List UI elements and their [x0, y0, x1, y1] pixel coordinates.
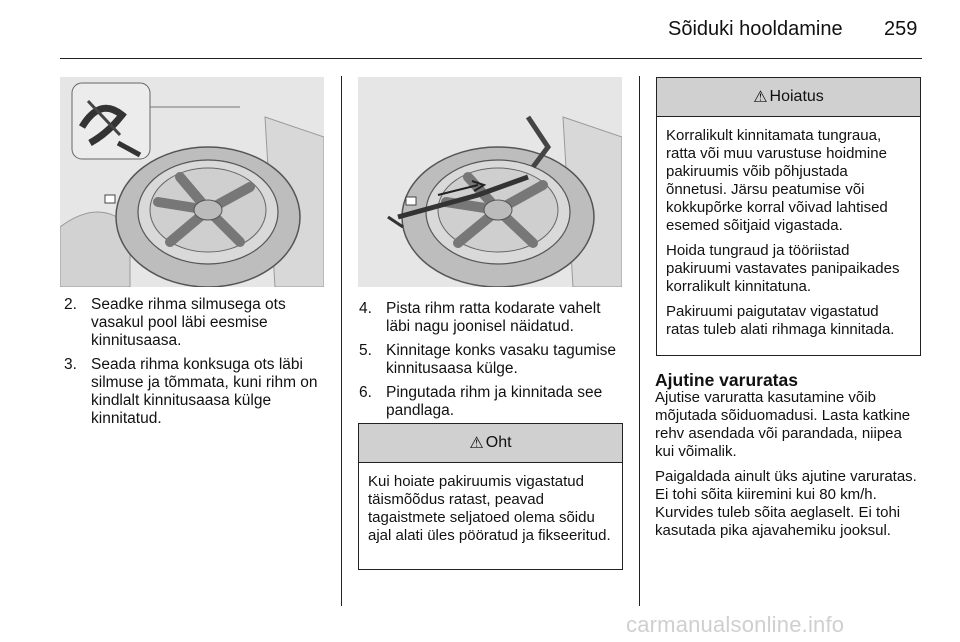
- warning-box-header: [657, 78, 920, 117]
- warning-paragraph: Hoida tungraud ja tööriistad pakiruumi vastavates panipaikades korralikult kinnitatuna.: [666, 242, 900, 295]
- caution-title: Oht: [485, 434, 512, 451]
- warning-triangle-icon: ⚠: [469, 435, 484, 452]
- warning-box-body: [657, 117, 920, 352]
- warning-box: [656, 77, 921, 356]
- caution-box-body: [359, 463, 622, 558]
- step-number: 6.: [359, 384, 372, 401]
- step-number: 3.: [64, 356, 77, 373]
- header-divider: [60, 58, 922, 59]
- steps-list-middle: [359, 300, 625, 426]
- warning-paragraph: Pakiruumi paigutatav vigastatud ratas tuleb alati rihmaga kinnitada.: [666, 303, 895, 338]
- section-body: [655, 389, 920, 547]
- caution-box: [358, 423, 623, 570]
- step-text: Kinnitage konks vasaku tagumise kinnitusaasa külge.: [386, 342, 617, 377]
- step-text: Seada rihma konksuga ots läbi silmuse ja tõmmata, kuni rihm on kindlalt kinnitusaasa külge kinnitatud.: [91, 356, 318, 427]
- spare-wheel-figure-strap-through-spokes: [358, 77, 622, 287]
- step-number: 5.: [359, 342, 372, 359]
- caution-box-header: [359, 424, 622, 463]
- step-text: Pista rihm ratta kodarate vahelt läbi nagu joonisel näidatud.: [386, 300, 601, 335]
- step-number: 4.: [359, 300, 372, 317]
- page-header: [0, 0, 960, 60]
- list-item: [64, 296, 328, 350]
- warning-title: Hoiatus: [769, 88, 824, 105]
- column-divider-left: [341, 76, 342, 606]
- watermark: carmanualsonline.info: [626, 612, 845, 637]
- list-item: [64, 356, 328, 428]
- section-paragraph: Ajutise varuratta kasutamine võib mõjutada sõiduomadusi. Lasta katkine rehv asendada või parandada, niipea kui võimalik.: [655, 389, 911, 460]
- list-item: [359, 342, 625, 378]
- step-text: Seadke rihma silmusega ots vasakul pool läbi eesmise kinnitusaasa.: [91, 296, 286, 349]
- list-item: [359, 300, 625, 336]
- spare-wheel-figure-strap-loop: [60, 77, 324, 287]
- warning-triangle-icon: ⚠: [753, 89, 768, 106]
- list-item: [359, 384, 625, 420]
- page-number: 259: [884, 18, 918, 40]
- step-number: 2.: [64, 296, 77, 313]
- section-paragraph: Paigaldada ainult üks ajutine varuratas. Ei tohi sõita kiiremini kui 80 km/h. Kurvides tuleb sõita aeglaselt. Ei tohi kasutada pika ajavahemiku jooksul.: [655, 468, 917, 539]
- column-divider-right: [639, 76, 640, 606]
- warning-paragraph: Korralikult kinnitamata tungraua, ratta või muu varustuse hoidmine pakiruumis võib põhjustada õnnetusi. Järsu peatumise või kokkupõrke korral võivad lahtised esemed sõitjaid vigastada.: [666, 127, 888, 234]
- step-text: Pingutada rihm ja kinnitada see pandlaga.: [386, 384, 603, 419]
- page-title: Sõiduki hooldamine: [668, 18, 843, 40]
- steps-list-left: [64, 296, 328, 434]
- caution-text: Kui hoiate pakiruumis vigastatud täismõõdus ratast, peavad tagaistmete seljatoed olema sõidu ajal alati üles pööratud ja fikseeritud.: [368, 473, 611, 544]
- section-heading: Ajutine varuratas: [655, 370, 798, 390]
